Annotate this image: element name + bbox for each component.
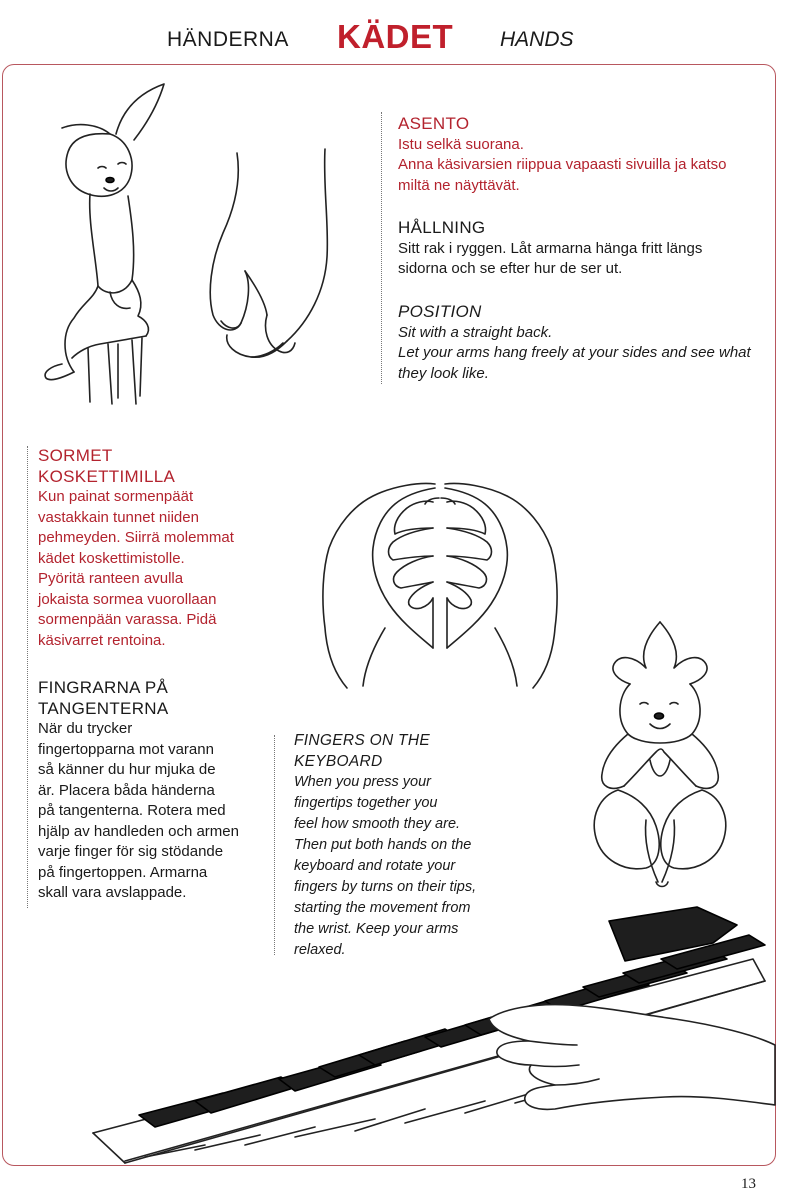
fingers-english-line: the wrist. Keep your arms (294, 921, 459, 937)
fingers-swedish (38, 678, 239, 904)
fingers-swedish-line: skall vara avslappade. (38, 884, 187, 901)
position-finnish (398, 114, 727, 196)
position-english-line: Sit with a straight back. (398, 323, 553, 341)
rabbit-sitting-illustration (590, 620, 740, 890)
position-english-line: they look like. (398, 364, 489, 382)
fingers-swedish-line: så känner du hur mjuka de (38, 761, 216, 778)
fingers-swedish-line: hjälp av handleden och armen (38, 822, 239, 840)
position-swedish-line: Sitt rak i ryggen. Låt armarna hänga fritt längs (398, 239, 703, 257)
page-number: 13 (741, 1176, 756, 1192)
fingers-swedish-line: När du trycker (38, 720, 133, 737)
fingers-finnish-line: sormenpään varassa. Pidä (38, 611, 217, 628)
fingers-swedish-line: fingertopparna mot varann (38, 740, 214, 758)
hanging-hand-illustration (205, 145, 335, 365)
fingers-swedish-line: är. Placera båda händerna (38, 781, 215, 799)
fingers-finnish (38, 446, 234, 651)
fingers-english-line: keyboard and rotate your (294, 858, 456, 874)
fingers-finnish-line: pehmeyden. Siirrä molemmat (38, 529, 234, 546)
piano-keyboard-hand-illustration (85, 905, 775, 1163)
title-english: HANDS (500, 28, 574, 51)
fingers-english-line: When you press your (294, 774, 432, 790)
fingers-english-line: starting the movement from (294, 900, 471, 916)
fingers-swedish-title: TANGENTERNA (38, 698, 169, 718)
position-finnish-title: ASENTO (398, 114, 470, 133)
fingers-swedish-line: på tangenterna. Rotera med (38, 802, 226, 819)
fingers-finnish-title: SORMET (38, 446, 113, 465)
position-swedish-title: HÅLLNING (398, 218, 486, 237)
rabbit-on-stool-illustration (40, 82, 180, 407)
fingers-swedish-line: varje finger för sig stödande (38, 843, 224, 860)
fingers-english-line: feel how smooth they are. (294, 816, 461, 832)
fingertips-together-illustration (315, 478, 565, 690)
fingers-finnish-title: KOSKETTIMILLA (38, 466, 176, 486)
divider-fingers-left (27, 446, 28, 908)
fingers-finnish-line: Pyöritä ranteen avulla (38, 570, 184, 587)
fingers-finnish-line: kädet koskettimistolle. (38, 549, 185, 567)
title-swedish: HÄNDERNA (167, 28, 289, 51)
fingers-finnish-line: käsivarret rentoina. (38, 631, 166, 649)
position-english-title: POSITION (398, 302, 482, 321)
fingers-finnish-line: vastakkain tunnet niiden (38, 508, 199, 526)
position-finnish-line: Istu selkä suorana. (398, 135, 524, 153)
fingers-english-line: fingertips together you (294, 795, 438, 811)
position-english-line: Let your arms hang freely at your sides and see what (398, 344, 751, 361)
title-finnish: KÄDET (337, 18, 454, 55)
fingers-swedish-title: FINGRARNA PÅ (38, 678, 169, 697)
position-english (398, 302, 751, 384)
position-swedish (398, 218, 702, 280)
divider-position (381, 112, 382, 384)
fingers-english-title: KEYBOARD (294, 753, 383, 770)
fingers-finnish-line: Kun painat sormenpäät (38, 488, 194, 505)
position-finnish-line: Anna käsivarsien riippua vapaasti sivuilla ja katso (398, 156, 727, 173)
fingers-english-line: fingers by turns on their tips, (294, 879, 477, 895)
position-swedish-line: sidorna och se efter hur de ser ut. (398, 260, 623, 277)
page-header (0, 18, 796, 58)
fingers-english-line: Then put both hands on the (294, 837, 472, 853)
fingers-english-line: relaxed. (294, 942, 346, 958)
fingers-english-title: FINGERS ON THE (294, 732, 430, 749)
position-finnish-line: miltä ne näyttävät. (398, 176, 520, 194)
fingers-finnish-line: jokaista sormea vuorollaan (38, 590, 217, 608)
fingers-swedish-line: på fingertoppen. Armarna (38, 863, 208, 881)
